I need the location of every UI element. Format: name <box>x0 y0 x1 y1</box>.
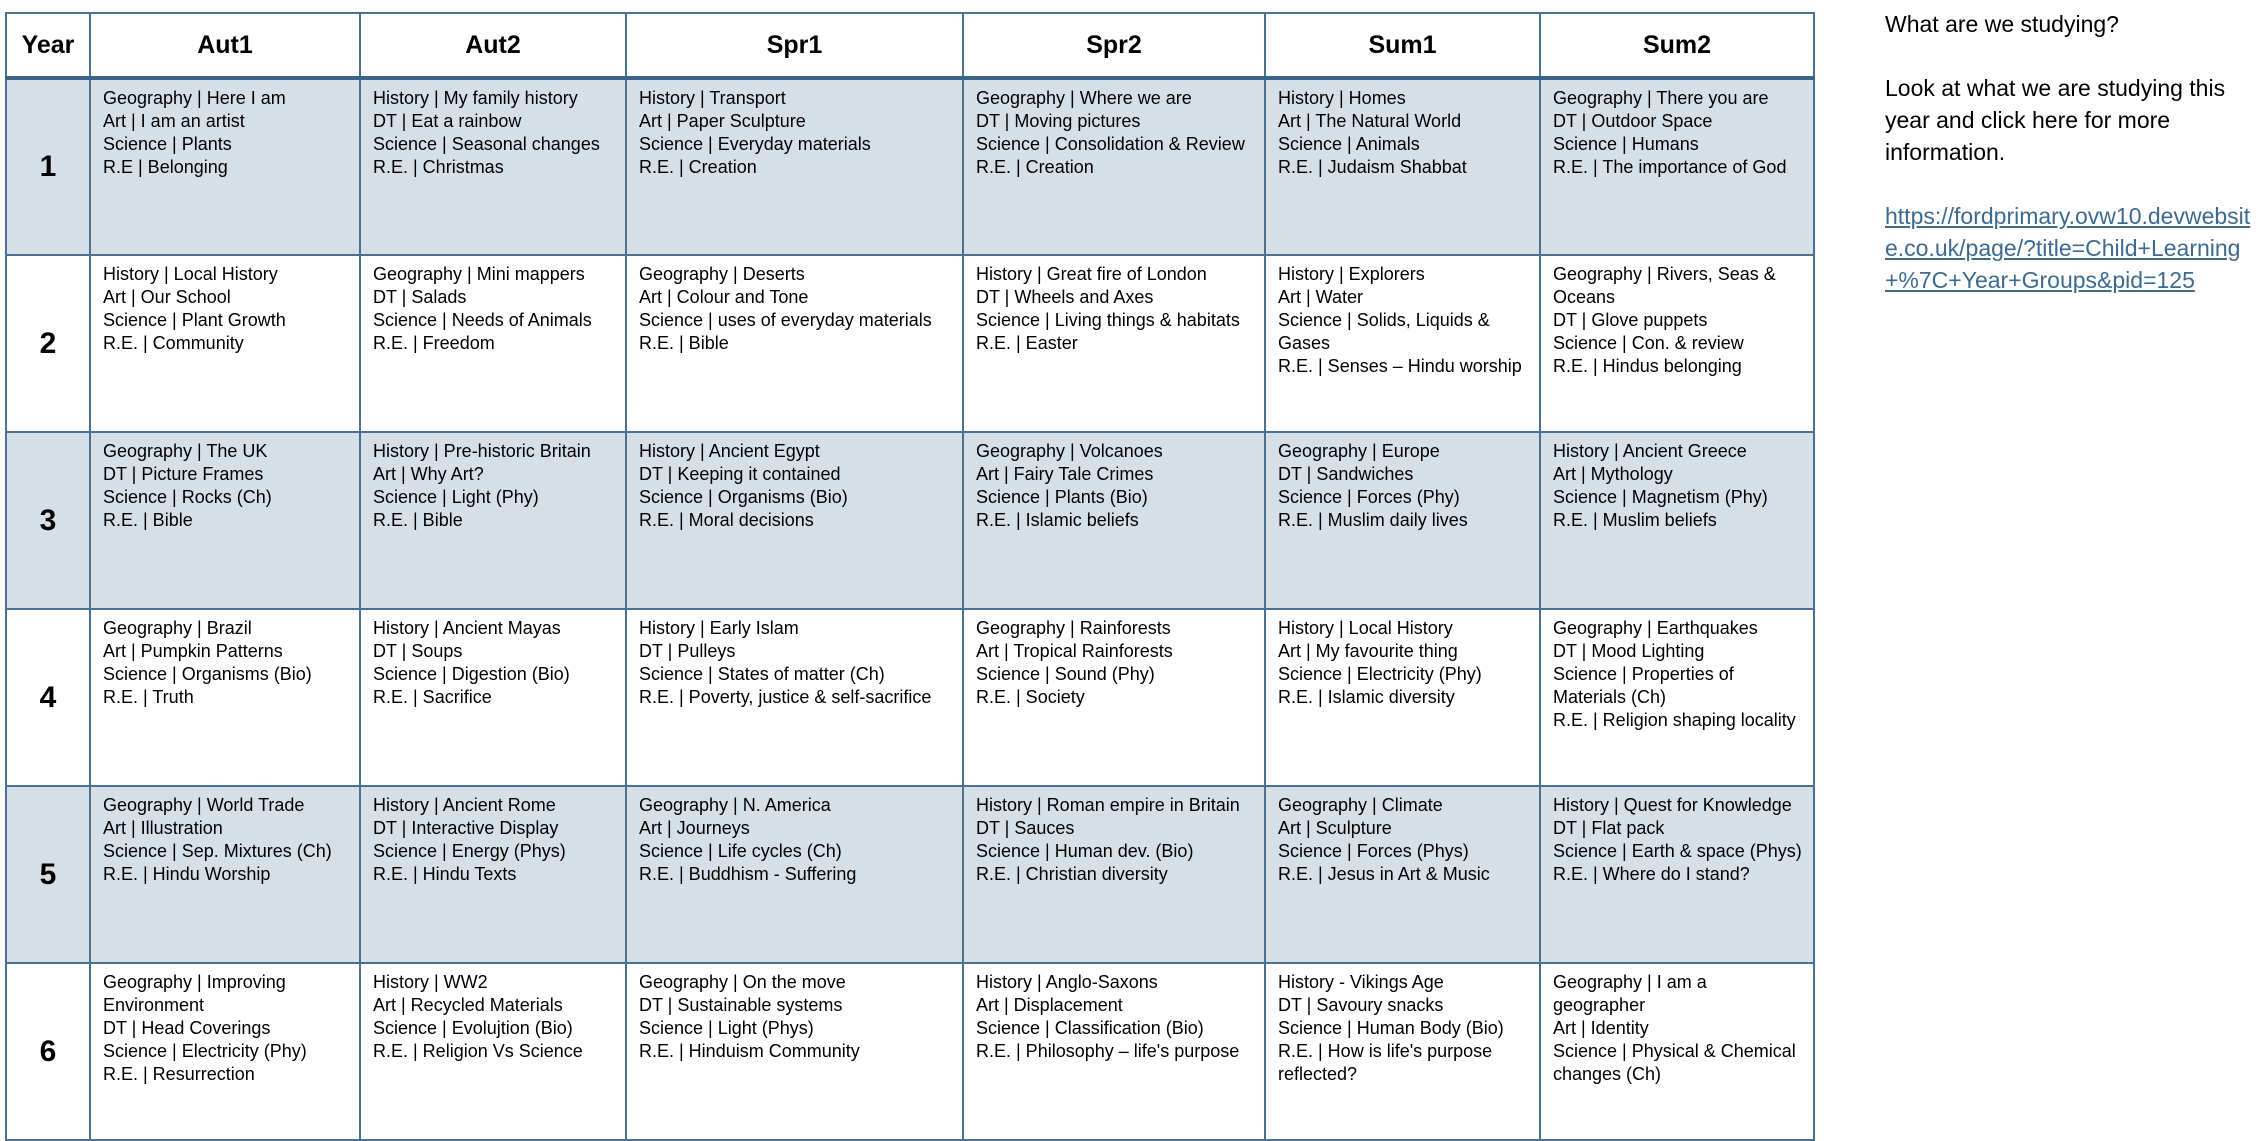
topic-line: Science | Humans <box>1553 134 1699 154</box>
topic-line: Science | Light (Phys) <box>639 1018 814 1038</box>
topic-line: Geography | The UK <box>103 441 268 461</box>
topic-line: R.E. | Truth <box>103 687 194 707</box>
topic-cell <box>626 78 963 255</box>
curriculum-table <box>5 12 1815 1141</box>
topic-line: Science | Digestion (Bio) <box>373 664 570 684</box>
header-aut2: Aut2 <box>360 13 626 78</box>
topic-cell <box>1540 963 1814 1140</box>
topic-cell <box>1540 432 1814 609</box>
topic-line: Science | Evolujtion (Bio) <box>373 1018 573 1038</box>
topic-line: R.E. | Hindu Worship <box>103 864 271 884</box>
topic-line: DT | Flat pack <box>1553 818 1665 838</box>
header-year: Year <box>6 13 90 78</box>
topic-line: Science | Life cycles (Ch) <box>639 841 842 861</box>
topic-line: Science | Seasonal changes <box>373 134 600 154</box>
topic-line: Science | Energy (Phys) <box>373 841 566 861</box>
topic-line: Science | Organisms (Bio) <box>103 664 312 684</box>
topic-line: Science | States of matter (Ch) <box>639 664 885 684</box>
topic-line: R.E. | Christmas <box>373 157 504 177</box>
side-description: Look at what we are studying this year and click here for more information. <box>1885 75 2226 165</box>
topic-cell <box>1540 786 1814 963</box>
topic-line: R.E. | Creation <box>976 157 1094 177</box>
topic-line: Science | Plants <box>103 134 232 154</box>
topic-cell <box>90 255 360 432</box>
topic-line: R.E. | Freedom <box>373 333 495 353</box>
topic-line: R.E. | Resurrection <box>103 1064 255 1084</box>
header-sum1: Sum1 <box>1265 13 1540 78</box>
topic-line: Science | Everyday materials <box>639 134 871 154</box>
topic-line: Geography | Rainforests <box>976 618 1171 638</box>
topic-line: Geography | Brazil <box>103 618 252 638</box>
table-row <box>6 78 1814 255</box>
header-spr1: Spr1 <box>626 13 963 78</box>
topic-line: Science | Organisms (Bio) <box>639 487 848 507</box>
topic-cell <box>360 786 626 963</box>
topic-cell <box>626 963 963 1140</box>
topic-line: DT | Soups <box>373 641 463 661</box>
year-groups-link[interactable]: https://fordprimary.ovw10.devwebsite.co.uk/page/?title=Child+Learning+%7C+Year+Groups&pid=125 <box>1885 203 2251 293</box>
topic-line: R.E. | Poverty, justice & self-sacrifice <box>639 687 932 707</box>
topic-line: R.E. | Religion Vs Science <box>373 1041 583 1061</box>
topic-line: History | Local History <box>103 264 278 284</box>
topic-line: Science | Classification (Bio) <box>976 1018 1204 1038</box>
topic-cell <box>1540 255 1814 432</box>
topic-line: Science | Needs of Animals <box>373 310 592 330</box>
topic-line: R.E. | Sacrifice <box>373 687 492 707</box>
topic-cell <box>963 78 1265 255</box>
topic-line: Science | Plant Growth <box>103 310 286 330</box>
topic-line: History | Homes <box>1278 88 1406 108</box>
topic-line: Art | Mythology <box>1553 464 1673 484</box>
topic-line: Geography | Where we are <box>976 88 1192 108</box>
topic-line: DT | Wheels and Axes <box>976 287 1154 307</box>
topic-line: R.E. | Muslim beliefs <box>1553 510 1717 530</box>
topic-line: Science | Forces (Phy) <box>1278 487 1460 507</box>
topic-line: Science | Electricity (Phy) <box>1278 664 1482 684</box>
topic-line: R.E. | Islamic beliefs <box>976 510 1139 530</box>
table-row <box>6 255 1814 432</box>
topic-line: Science | Human Body (Bio) <box>1278 1018 1504 1038</box>
topic-line: DT | Sustainable systems <box>639 995 843 1015</box>
topic-line: Science | Magnetism (Phy) <box>1553 487 1768 507</box>
topic-line: Art | I am an artist <box>103 111 245 131</box>
topic-line: History | Anglo-Saxons <box>976 972 1158 992</box>
topic-cell <box>1265 963 1540 1140</box>
topic-line: Art | Displacement <box>976 995 1123 1015</box>
topic-line: Science | Sep. Mixtures (Ch) <box>103 841 332 861</box>
topic-line: Art | Journeys <box>639 818 750 838</box>
topic-cell <box>360 432 626 609</box>
topic-line: DT | Moving pictures <box>976 111 1141 131</box>
topic-line: Art | Pumpkin Patterns <box>103 641 283 661</box>
topic-line: R.E. | Philosophy – life's purpose <box>976 1041 1240 1061</box>
topic-line: Science | Earth & space (Phys) <box>1553 841 1802 861</box>
topic-cell <box>360 963 626 1140</box>
topic-line: DT | Sandwiches <box>1278 464 1414 484</box>
topic-line: Geography | Rivers, Seas & Oceans <box>1553 264 1776 307</box>
topic-line: History | My family history <box>373 88 578 108</box>
topic-line: Geography | World Trade <box>103 795 305 815</box>
topic-line: R.E. | How is life's purpose reflected? <box>1278 1041 1493 1084</box>
topic-line: R.E. | Hinduism Community <box>639 1041 860 1061</box>
topic-line: Science | Human dev. (Bio) <box>976 841 1194 861</box>
topic-line: DT | Savoury snacks <box>1278 995 1444 1015</box>
header-aut1: Aut1 <box>90 13 360 78</box>
topic-line: History | Ancient Rome <box>373 795 556 815</box>
topic-line: Art | Sculpture <box>1278 818 1392 838</box>
topic-line: Geography | Improving Environment <box>103 972 286 1015</box>
year-cell: 2 <box>6 255 90 432</box>
topic-line: Science | Plants (Bio) <box>976 487 1148 507</box>
table-body <box>6 78 1814 1140</box>
year-cell: 1 <box>6 78 90 255</box>
topic-line: Art | Colour and Tone <box>639 287 809 307</box>
topic-line: Geography | N. America <box>639 795 831 815</box>
topic-cell <box>626 432 963 609</box>
topic-line: Geography | Europe <box>1278 441 1440 461</box>
topic-line: DT | Salads <box>373 287 467 307</box>
topic-line: Art | Tropical Rainforests <box>976 641 1173 661</box>
topic-line: Science | Rocks (Ch) <box>103 487 272 507</box>
year-cell: 3 <box>6 432 90 609</box>
topic-line: R.E. | Judaism Shabbat <box>1278 157 1467 177</box>
curriculum-grid <box>5 12 1813 1115</box>
topic-line: DT | Outdoor Space <box>1553 111 1713 131</box>
topic-line: R.E. | Community <box>103 333 244 353</box>
topic-line: Geography | On the move <box>639 972 846 992</box>
topic-line: Geography | There you are <box>1553 88 1769 108</box>
topic-line: DT | Glove puppets <box>1553 310 1708 330</box>
topic-line: Art | My favourite thing <box>1278 641 1458 661</box>
topic-line: Science | uses of everyday materials <box>639 310 932 330</box>
topic-line: R.E. | Christian diversity <box>976 864 1168 884</box>
topic-line: Geography | Here I am <box>103 88 286 108</box>
topic-cell <box>1540 609 1814 786</box>
topic-line: DT | Interactive Display <box>373 818 559 838</box>
topic-line: History | Pre-historic Britain <box>373 441 591 461</box>
topic-line: History | Early Islam <box>639 618 799 638</box>
topic-cell <box>1265 786 1540 963</box>
topic-line: R.E. | Bible <box>103 510 193 530</box>
topic-line: DT | Picture Frames <box>103 464 264 484</box>
topic-cell <box>963 963 1265 1140</box>
topic-line: Science | Con. & review <box>1553 333 1744 353</box>
topic-line: DT | Keeping it contained <box>639 464 841 484</box>
topic-line: Geography | I am a geographer <box>1553 972 1707 1015</box>
topic-line: DT | Sauces <box>976 818 1075 838</box>
topic-line: R.E. | Easter <box>976 333 1078 353</box>
topic-line: History | Ancient Egypt <box>639 441 820 461</box>
topic-cell <box>1265 78 1540 255</box>
topic-line: History | WW2 <box>373 972 488 992</box>
header-sum2: Sum2 <box>1540 13 1814 78</box>
topic-cell <box>963 432 1265 609</box>
topic-line: Geography | Climate <box>1278 795 1443 815</box>
topic-cell <box>963 255 1265 432</box>
topic-cell <box>90 432 360 609</box>
side-title: What are we studying? <box>1885 11 2119 37</box>
topic-line: Science | Animals <box>1278 134 1420 154</box>
topic-line: R.E. | Hindu Texts <box>373 864 517 884</box>
topic-line: R.E. | Creation <box>639 157 757 177</box>
topic-line: DT | Mood Lighting <box>1553 641 1705 661</box>
topic-line: R.E. | Islamic diversity <box>1278 687 1455 707</box>
topic-line: R.E. | Buddhism - Suffering <box>639 864 857 884</box>
topic-cell <box>90 963 360 1140</box>
side-panel <box>1885 8 2258 296</box>
topic-line: DT | Head Coverings <box>103 1018 271 1038</box>
topic-cell <box>626 786 963 963</box>
topic-line: R.E. | Society <box>976 687 1085 707</box>
topic-line: Geography | Earthquakes <box>1553 618 1758 638</box>
topic-line: R.E. | The importance of God <box>1553 157 1787 177</box>
topic-cell <box>1540 78 1814 255</box>
topic-line: Science | Sound (Phy) <box>976 664 1155 684</box>
topic-line: Science | Consolidation & Review <box>976 134 1245 154</box>
topic-cell <box>963 786 1265 963</box>
topic-line: R.E. | Muslim daily lives <box>1278 510 1468 530</box>
header-spr2: Spr2 <box>963 13 1265 78</box>
topic-line: Art | Paper Sculpture <box>639 111 806 131</box>
topic-line: R.E. | Bible <box>373 510 463 530</box>
table-row <box>6 963 1814 1140</box>
topic-line: R.E | Belonging <box>103 157 228 177</box>
topic-line: Art | The Natural World <box>1278 111 1462 131</box>
topic-line: R.E. | Jesus in Art & Music <box>1278 864 1490 884</box>
topic-cell <box>963 609 1265 786</box>
table-row <box>6 609 1814 786</box>
topic-line: DT | Eat a rainbow <box>373 111 522 131</box>
topic-line: History | Explorers <box>1278 264 1425 284</box>
topic-line: Art | Why Art? <box>373 464 484 484</box>
topic-line: History | Local History <box>1278 618 1453 638</box>
topic-line: History | Roman empire in Britain <box>976 795 1240 815</box>
topic-line: R.E. | Moral decisions <box>639 510 814 530</box>
topic-cell <box>360 609 626 786</box>
topic-line: Science | Physical & Chemical changes (Ch) <box>1553 1041 1796 1084</box>
topic-line: Science | Solids, Liquids & Gases <box>1278 310 1490 353</box>
topic-line: Science | Living things & habitats <box>976 310 1240 330</box>
topic-line: Art | Recycled Materials <box>373 995 563 1015</box>
topic-line: Art | Our School <box>103 287 231 307</box>
topic-line: Art | Illustration <box>103 818 223 838</box>
topic-line: Geography | Deserts <box>639 264 805 284</box>
topic-line: History | Quest for Knowledge <box>1553 795 1792 815</box>
topic-line: Science | Electricity (Phy) <box>103 1041 307 1061</box>
topic-line: R.E. | Hindus belonging <box>1553 356 1742 376</box>
topic-line: History | Ancient Greece <box>1553 441 1747 461</box>
topic-cell <box>1265 609 1540 786</box>
table-header <box>6 13 1814 78</box>
year-cell: 5 <box>6 786 90 963</box>
topic-line: History | Ancient Mayas <box>373 618 561 638</box>
topic-cell <box>626 609 963 786</box>
topic-line: R.E. | Where do I stand? <box>1553 864 1750 884</box>
topic-line: History | Great fire of London <box>976 264 1207 284</box>
topic-cell <box>1265 432 1540 609</box>
topic-cell <box>360 255 626 432</box>
topic-line: Art | Fairy Tale Crimes <box>976 464 1154 484</box>
year-cell: 6 <box>6 963 90 1140</box>
year-cell: 4 <box>6 609 90 786</box>
topic-line: Art | Identity <box>1553 1018 1649 1038</box>
topic-line: History - Vikings Age <box>1278 972 1444 992</box>
topic-line: History | Transport <box>639 88 786 108</box>
topic-line: R.E. | Bible <box>639 333 729 353</box>
topic-line: Science | Properties of Materials (Ch) <box>1553 664 1734 707</box>
topic-cell <box>90 609 360 786</box>
topic-cell <box>1265 255 1540 432</box>
topic-line: R.E. | Religion shaping locality <box>1553 710 1796 730</box>
table-row <box>6 432 1814 609</box>
topic-line: Science | Forces (Phys) <box>1278 841 1469 861</box>
topic-cell <box>90 786 360 963</box>
topic-cell <box>360 78 626 255</box>
topic-cell <box>90 78 360 255</box>
topic-line: R.E. | Senses – Hindu worship <box>1278 356 1522 376</box>
topic-line: Art | Water <box>1278 287 1364 307</box>
topic-line: DT | Pulleys <box>639 641 736 661</box>
table-row <box>6 786 1814 963</box>
topic-line: Geography | Volcanoes <box>976 441 1163 461</box>
topic-line: Science | Light (Phy) <box>373 487 539 507</box>
topic-cell <box>626 255 963 432</box>
topic-line: Geography | Mini mappers <box>373 264 585 284</box>
